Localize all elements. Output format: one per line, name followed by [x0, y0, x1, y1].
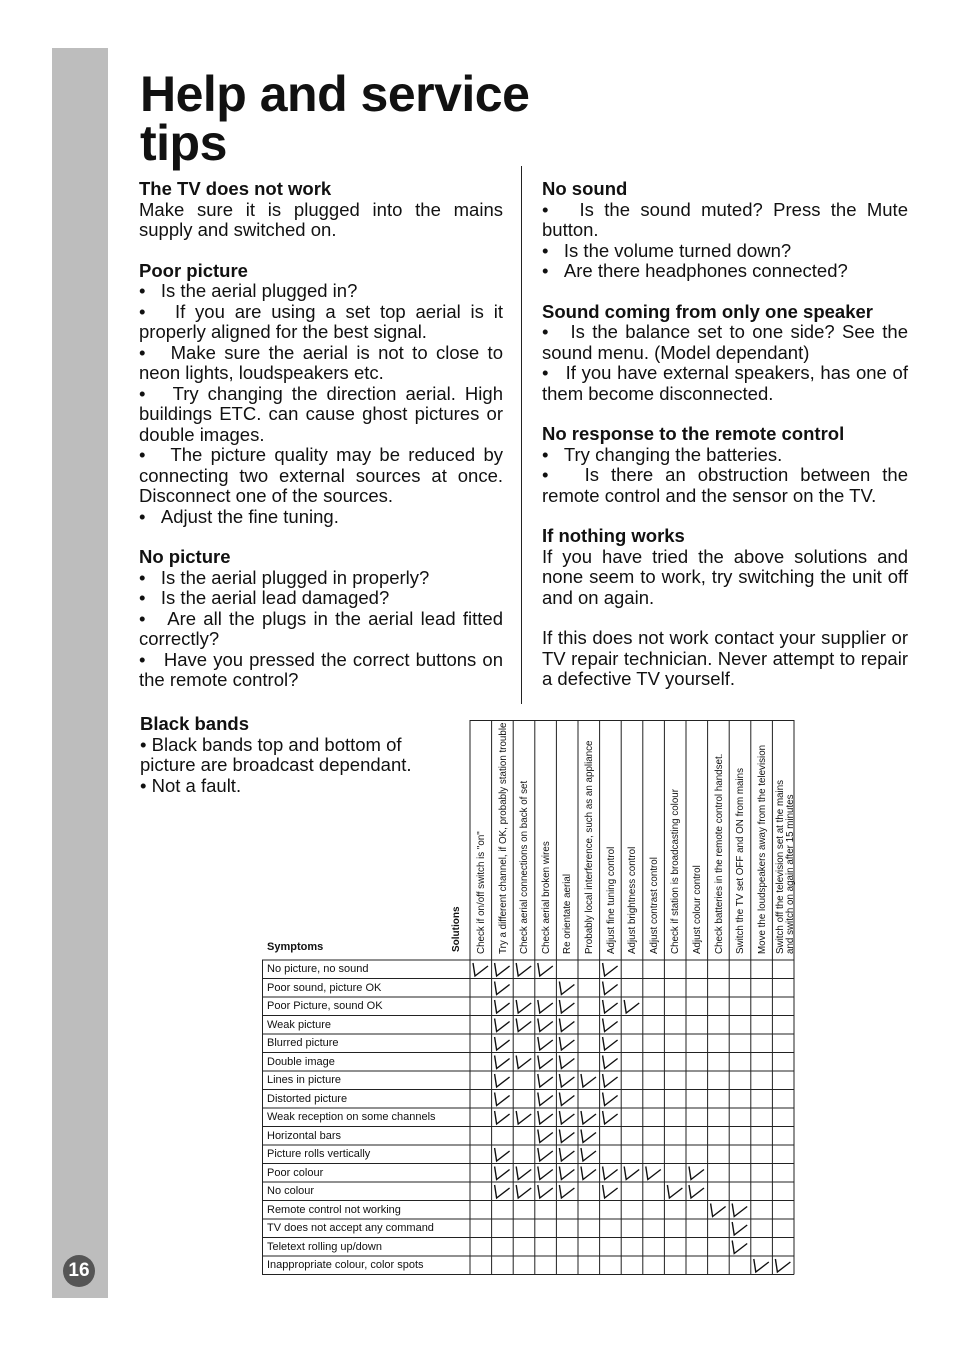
check-mark-icon — [559, 1019, 574, 1032]
section-text: If this does not work contact your supplier or TV repair technician. Never attempt to repair a defective TV yourself. — [542, 627, 908, 689]
check-mark-icon — [538, 1111, 553, 1124]
check-mark-icon — [495, 1074, 510, 1087]
solution-header: Try a different channel, if OK, probably station trouble — [497, 722, 509, 954]
solution-header: Switch the TV set OFF and ON from mains — [735, 767, 747, 954]
check-mark-icon — [667, 1185, 682, 1198]
table-row-symptom: Poor sound, picture OK — [267, 981, 382, 994]
check-mark-icon — [603, 1111, 618, 1124]
check-mark-icon — [581, 1167, 596, 1180]
section-text: Make sure it is plugged into the mains supply and switched on. — [139, 198, 503, 240]
check-mark-icon — [603, 1019, 618, 1032]
check-mark-icon — [516, 1167, 531, 1180]
check-mark-icon — [516, 963, 531, 976]
black-bands-line: • Not a fault. — [140, 774, 242, 796]
section-heading: No picture — [139, 546, 231, 567]
help-section — [542, 628, 908, 690]
solution-header: Probably local interference, such as an appliance — [584, 740, 595, 954]
check-mark-icon — [473, 963, 488, 976]
troubleshooting-table — [262, 720, 803, 1280]
page-number: 16 — [63, 1255, 95, 1287]
check-mark-icon — [732, 1204, 747, 1217]
check-mark-icon — [495, 1000, 510, 1013]
check-mark-icon — [538, 1019, 553, 1032]
check-mark-icon — [646, 1167, 661, 1180]
bullet-item: • Are there headphones connected? — [542, 261, 908, 282]
check-mark-icon — [538, 1000, 553, 1013]
check-mark-icon — [603, 1000, 618, 1013]
check-mark-icon — [603, 1167, 618, 1180]
check-mark-icon — [538, 1185, 553, 1198]
bullet-item: • If you are using a set top aerial is it properly aligned for the best signal. — [139, 302, 503, 343]
bullet-item: • Try changing the direction aerial. High buildings ETC. can cause ghost pictures or double images. — [139, 384, 503, 446]
check-mark-icon — [495, 1019, 510, 1032]
check-mark-icon — [711, 1204, 726, 1217]
check-mark-icon — [538, 1093, 553, 1106]
section-heading: Sound coming from only one speaker — [542, 300, 873, 322]
side-bar — [52, 48, 108, 1298]
check-mark-icon — [603, 1074, 618, 1087]
section-heading: No sound — [542, 178, 628, 199]
check-mark-icon — [603, 1185, 618, 1198]
help-section — [542, 424, 908, 506]
check-mark-icon — [516, 1185, 531, 1198]
table-row-symptom: Double image — [267, 1055, 335, 1068]
solution-header: Check aerial broken wires — [540, 841, 552, 954]
check-mark-icon — [559, 1056, 574, 1069]
check-mark-icon — [495, 1185, 510, 1198]
check-mark-icon — [689, 1167, 704, 1180]
check-mark-icon — [516, 1000, 531, 1013]
check-mark-icon — [495, 1111, 510, 1124]
help-section — [139, 261, 503, 528]
page-title: Help and service tips — [140, 66, 530, 171]
bullet-item: • Make sure the aerial is not to close to neon lights, loudspeakers etc. — [139, 343, 503, 384]
section-heading: No response to the remote control — [542, 423, 845, 444]
check-mark-icon — [775, 1259, 790, 1272]
bullet-item: • Try changing the batteries. — [542, 445, 908, 466]
check-mark-icon — [732, 1222, 747, 1235]
check-mark-icon — [495, 963, 510, 976]
bullet-item: • Is there an obstruction between the remote control and the sensor on the TV. — [542, 465, 908, 506]
table-row-symptom: No colour — [267, 1185, 315, 1197]
check-mark-icon — [603, 963, 618, 976]
solution-header: Adjust brightness control — [627, 846, 639, 954]
solution-header: Adjust contrast control — [648, 857, 660, 954]
check-mark-icon — [559, 1111, 574, 1124]
bullet-item: • If you have external speakers, has one of them become disconnected. — [542, 363, 908, 404]
table-row-symptom: Horizontal bars — [267, 1129, 341, 1142]
left-column — [139, 179, 503, 711]
black-bands-line: • Black bands top and bottom of picture are broadcast dependant. — [140, 733, 412, 775]
bullet-item: • Is the aerial lead damaged? — [139, 588, 503, 609]
check-mark-icon — [581, 1074, 596, 1087]
check-mark-icon — [495, 1037, 510, 1050]
section-heading: Poor picture — [139, 259, 248, 281]
check-mark-icon — [495, 982, 510, 995]
solution-header: Check if station is broadcasting colour — [670, 789, 682, 954]
table-row-symptom: Poor Picture, sound OK — [267, 1000, 383, 1012]
check-mark-icon — [559, 1130, 574, 1143]
solution-header: Adjust fine tuning control — [605, 846, 617, 954]
check-mark-icon — [559, 1000, 574, 1013]
solution-header: Check aerial connections on back of set — [519, 780, 531, 954]
black-bands-heading: Black bands — [140, 713, 249, 734]
check-mark-icon — [495, 1093, 510, 1106]
check-mark-icon — [559, 1185, 574, 1198]
solution-header: Check if on/off switch is "on" — [476, 831, 487, 954]
table-row-symptom: Teletext rolling up/down — [267, 1240, 382, 1253]
bullet-item: • Is the volume turned down? — [542, 241, 908, 262]
bullet-item: • Is the aerial plugged in properly? — [139, 568, 503, 589]
table-row-symptom: Remote control not working — [267, 1203, 401, 1216]
check-mark-icon — [538, 1037, 553, 1050]
bullet-item: • Are all the plugs in the aerial lead fitted correctly? — [139, 609, 503, 650]
column-divider — [521, 166, 522, 704]
table-row-symptom: TV does not accept any command — [267, 1222, 434, 1234]
section-heading: If nothing works — [542, 525, 685, 546]
table-row-symptom: Weak picture — [267, 1018, 331, 1031]
check-mark-icon — [559, 1148, 574, 1161]
check-mark-icon — [559, 1074, 574, 1087]
check-mark-icon — [538, 1056, 553, 1069]
check-mark-icon — [559, 1167, 574, 1180]
check-mark-icon — [624, 1167, 639, 1180]
check-mark-icon — [538, 963, 553, 976]
check-mark-icon — [603, 1056, 618, 1069]
table-row-symptom: No picture, no sound — [267, 963, 369, 975]
solutions-header: Solutions — [451, 906, 462, 952]
help-section — [542, 526, 908, 608]
table-row-symptom: Lines in picture — [267, 1074, 341, 1086]
section-text: If you have tried the above solutions and none seem to work, try switching the unit off and on again. — [542, 545, 908, 608]
check-mark-icon — [495, 1056, 510, 1069]
solution-header: Check batteries in the remote control handset. — [713, 753, 725, 954]
help-section — [139, 547, 503, 691]
table-row-symptom: Weak reception on some channels — [267, 1111, 436, 1123]
table-row-symptom: Picture rolls vertically — [267, 1148, 371, 1160]
table-row-symptom: Blurred picture — [267, 1037, 339, 1049]
bullet-item: • Is the sound muted? Press the Mute button. — [542, 200, 908, 241]
check-mark-icon — [603, 1093, 618, 1106]
solution-header: Move the loudspeakers away from the television — [756, 744, 768, 954]
solution-header: and switch on again after 15 minutes — [785, 794, 797, 954]
table-row-symptom: Poor colour — [267, 1166, 324, 1179]
check-mark-icon — [603, 982, 618, 995]
check-mark-icon — [516, 1019, 531, 1032]
solution-header: Switch off the television set at the mains — [775, 779, 787, 954]
check-mark-icon — [603, 1037, 618, 1050]
check-mark-icon — [559, 982, 574, 995]
section-heading: The TV does not work — [139, 178, 332, 199]
symptoms-header: Symptoms — [267, 941, 324, 953]
check-mark-icon — [538, 1167, 553, 1180]
bullet-item: • Is the aerial plugged in? — [139, 281, 503, 302]
check-mark-icon — [732, 1241, 747, 1254]
solution-header: Re orientate aerial — [562, 873, 574, 954]
check-mark-icon — [538, 1074, 553, 1087]
bullet-item: • The picture quality may be reduced by connecting two external sources at once. Disconnect one of the sources. — [139, 445, 503, 507]
check-mark-icon — [754, 1259, 769, 1272]
check-mark-icon — [516, 1056, 531, 1069]
check-mark-icon — [581, 1148, 596, 1161]
solution-header: Adjust colour control — [692, 865, 703, 954]
help-section — [139, 179, 503, 241]
right-column — [542, 179, 908, 710]
check-mark-icon — [581, 1130, 596, 1143]
check-mark-icon — [581, 1111, 596, 1124]
check-mark-icon — [495, 1167, 510, 1180]
check-mark-icon — [516, 1111, 531, 1124]
check-mark-icon — [538, 1148, 553, 1161]
check-mark-icon — [624, 1000, 639, 1013]
check-mark-icon — [689, 1185, 704, 1198]
bullet-item: • Is the balance set to one side? See the sound menu. (Model dependant) — [542, 322, 908, 363]
bullet-item: • Adjust the fine tuning. — [139, 507, 503, 528]
bullet-item: • Have you pressed the correct buttons on the remote control? — [139, 650, 503, 691]
check-mark-icon — [538, 1130, 553, 1143]
check-mark-icon — [495, 1148, 510, 1161]
help-section — [542, 179, 908, 282]
table-row-symptom: Distorted picture — [267, 1092, 348, 1105]
check-mark-icon — [559, 1037, 574, 1050]
help-section — [542, 302, 908, 405]
table-row-symptom: Inappropriate colour, color spots — [267, 1259, 424, 1271]
check-mark-icon — [559, 1093, 574, 1106]
